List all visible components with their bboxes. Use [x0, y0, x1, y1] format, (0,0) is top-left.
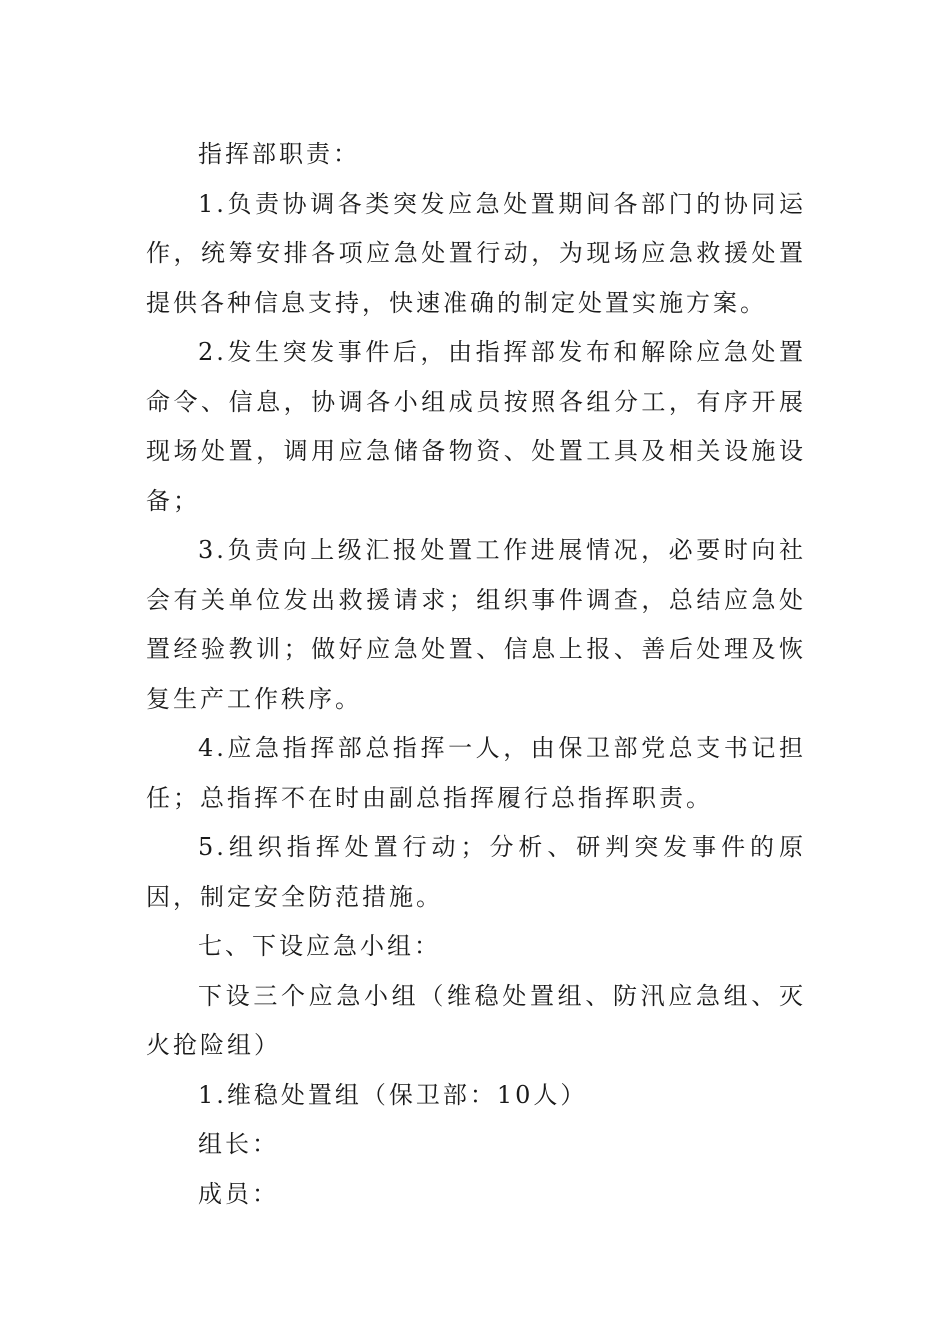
paragraph-group-leader: 组长： [198, 1130, 279, 1158]
paragraph-subgroups-intro: 下设三个应急小组（维稳处置组、防汛应急组、灭火抢险组） [146, 981, 806, 1059]
paragraph-duty-1: 1.负责协调各类突发应急处置期间各部门的协同运作，统筹安排各项应急处置行动，为现场应急救援处置提供各种信息支持，快速准确的制定处置实施方案。 [146, 189, 806, 317]
paragraph-duty-3: 3.负责向上级汇报处置工作进展情况，必要时向社会有关单位发出救援请求；组织事件调查，总结应急处置经验教训；做好应急处置、信息上报、善后处理及恢复生产工作秩序。 [146, 536, 806, 713]
paragraph-group-members: 成员： [198, 1179, 279, 1208]
paragraph-heading-hq-duties: 指挥部职责： [198, 140, 360, 168]
section-heading-subgroups: 七、下设应急小组： [198, 932, 441, 960]
paragraph-duty-5: 5.组织指挥处置行动；分析、研判突发事件的原因，制定安全防范措施。 [146, 833, 806, 911]
paragraph-duty-4: 4.应急指挥部总指挥一人，由保卫部党总支书记担任；总指挥不在时由副总指挥履行总指挥职责。 [146, 734, 806, 812]
paragraph-group-1-title: 1.维稳处置组（保卫部：10人） [198, 1080, 588, 1109]
document-body [146, 130, 806, 1219]
paragraph-duty-2: 2.发生突发事件后，由指挥部发布和解除应急处置命令、信息，协调各小组成员按照各组分工，有序开展现场处置，调用应急储备物资、处置工具及相关设施设备； [146, 338, 806, 515]
